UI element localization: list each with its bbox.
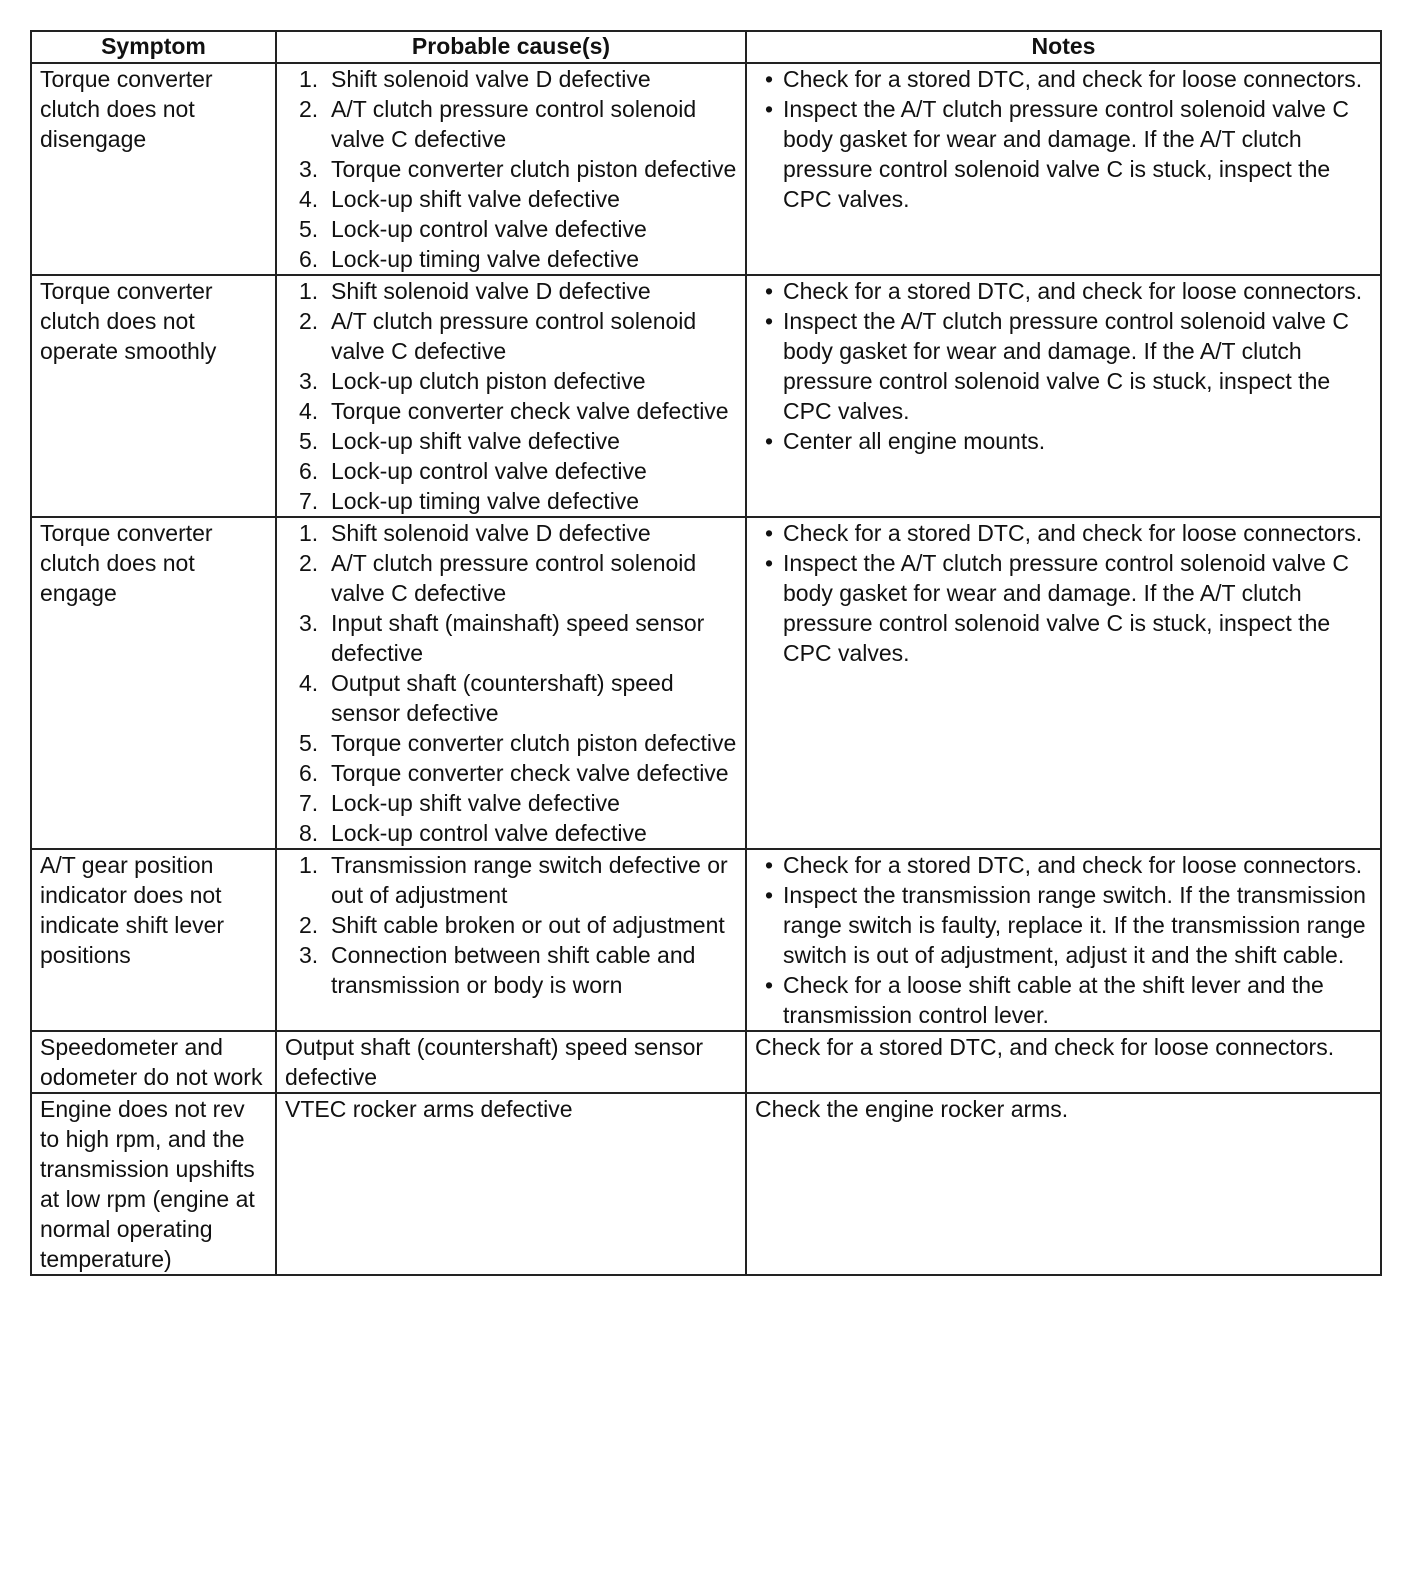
cause-item: 3. Input shaft (mainshaft) speed sensor defective	[299, 610, 705, 666]
bullet-icon: •	[765, 520, 774, 546]
header-notes: Notes	[746, 31, 1381, 63]
causes-list	[285, 64, 737, 274]
table-row	[31, 1093, 1381, 1275]
table-row	[31, 1031, 1381, 1093]
cause-item: 3. Connection between shift cable and transmission or body is worn	[299, 942, 696, 998]
causes-cell: Output shaft (countershaft) speed sensor defective	[276, 1031, 746, 1093]
notes-cell	[746, 275, 1381, 517]
symptom-cell: Torque converter clutch does not disengage	[31, 63, 276, 275]
table-header-row	[31, 31, 1381, 63]
notes-list	[755, 850, 1372, 1030]
cause-item: 8. Lock-up control valve defective	[299, 820, 647, 846]
cause-item: 4. Torque converter check valve defective	[299, 398, 729, 424]
note-item: • Check for a stored DTC, and check for loose connectors.	[765, 66, 1363, 92]
cause-item: 7. Lock-up shift valve defective	[299, 790, 620, 816]
bullet-icon: •	[765, 428, 774, 454]
cause-item: 1. Transmission range switch defective or out of adjustment	[299, 852, 728, 908]
cause-item: 2. A/T clutch pressure control solenoid valve C defective	[299, 308, 697, 364]
bullet-icon: •	[765, 550, 774, 576]
cause-item: 6. Lock-up timing valve defective	[299, 246, 640, 272]
note-item: • Check for a stored DTC, and check for loose connectors.	[765, 520, 1363, 546]
cause-item: 2. A/T clutch pressure control solenoid valve C defective	[299, 550, 697, 606]
causes-list	[285, 518, 737, 848]
notes-cell: Check for a stored DTC, and check for loose connectors.	[746, 1031, 1381, 1093]
notes-cell	[746, 849, 1381, 1031]
table-row	[31, 275, 1381, 517]
causes-cell	[276, 275, 746, 517]
notes-list	[755, 276, 1372, 456]
notes-cell	[746, 63, 1381, 275]
causes-list	[285, 850, 737, 1000]
bullet-icon: •	[765, 852, 774, 878]
cause-item: 4. Output shaft (countershaft) speed sensor defective	[299, 670, 674, 726]
note-item: • Inspect the A/T clutch pressure control solenoid valve C body gasket for wear and damage. If the A/T clutch pressure control solenoid valve C is stuck, inspect the CPC valves.	[765, 550, 1349, 666]
cause-item: 1. Shift solenoid valve D defective	[299, 278, 651, 304]
table-row	[31, 517, 1381, 849]
symptom-cell: A/T gear position indicator does not indicate shift lever positions	[31, 849, 276, 1031]
bullet-icon: •	[765, 972, 774, 998]
cause-item: 4. Lock-up shift valve defective	[299, 186, 620, 212]
causes-cell	[276, 849, 746, 1031]
cause-item: 5. Lock-up control valve defective	[299, 216, 647, 242]
note-item: • Check for a stored DTC, and check for loose connectors.	[765, 852, 1363, 878]
cause-item: 1. Shift solenoid valve D defective	[299, 520, 651, 546]
symptom-cell: Torque converter clutch does not engage	[31, 517, 276, 849]
causes-cell: VTEC rocker arms defective	[276, 1093, 746, 1275]
bullet-icon: •	[765, 278, 774, 304]
note-item: • Inspect the A/T clutch pressure control solenoid valve C body gasket for wear and damage. If the A/T clutch pressure control solenoid valve C is stuck, inspect the CPC valves.	[765, 308, 1349, 424]
note-item: • Inspect the A/T clutch pressure control solenoid valve C body gasket for wear and damage. If the A/T clutch pressure control solenoid valve C is stuck, inspect the CPC valves.	[765, 96, 1349, 212]
notes-cell: Check the engine rocker arms.	[746, 1093, 1381, 1275]
notes-list	[755, 518, 1372, 668]
cause-item: 2. A/T clutch pressure control solenoid valve C defective	[299, 96, 697, 152]
cause-item: 2. Shift cable broken or out of adjustment	[299, 912, 725, 938]
cause-item: 5. Lock-up shift valve defective	[299, 428, 620, 454]
note-item: • Inspect the transmission range switch. If the transmission range switch is faulty, replace it. If the transmission range switch is out of adjustment, adjust it and the shift cable.	[765, 882, 1366, 968]
bullet-icon: •	[765, 308, 774, 334]
causes-list	[285, 276, 737, 516]
cause-item: 3. Lock-up clutch piston defective	[299, 368, 646, 394]
symptom-cell: Torque converter clutch does not operate smoothly	[31, 275, 276, 517]
troubleshooting-table	[30, 30, 1382, 1276]
cause-item: 3. Torque converter clutch piston defective	[299, 156, 737, 182]
table-row	[31, 849, 1381, 1031]
bullet-icon: •	[765, 66, 774, 92]
cause-item: 7. Lock-up timing valve defective	[299, 488, 640, 514]
header-probable-causes: Probable cause(s)	[276, 31, 746, 63]
cause-item: 6. Torque converter check valve defective	[299, 760, 729, 786]
bullet-icon: •	[765, 96, 774, 122]
causes-cell	[276, 517, 746, 849]
table-row	[31, 63, 1381, 275]
symptom-cell: Engine does not rev to high rpm, and the transmission upshifts at low rpm (engine at normal operating temperature)	[31, 1093, 276, 1275]
header-symptom: Symptom	[31, 31, 276, 63]
note-item: • Check for a loose shift cable at the shift lever and the transmission control lever.	[765, 972, 1324, 1028]
notes-list	[755, 64, 1372, 214]
cause-item: 6. Lock-up control valve defective	[299, 458, 647, 484]
bullet-icon: •	[765, 882, 774, 908]
causes-cell	[276, 63, 746, 275]
notes-cell	[746, 517, 1381, 849]
note-item: • Check for a stored DTC, and check for loose connectors.	[765, 278, 1363, 304]
note-item: • Center all engine mounts.	[765, 428, 1046, 454]
cause-item: 5. Torque converter clutch piston defective	[299, 730, 737, 756]
symptom-cell: Speedometer and odometer do not work	[31, 1031, 276, 1093]
cause-item: 1. Shift solenoid valve D defective	[299, 66, 651, 92]
